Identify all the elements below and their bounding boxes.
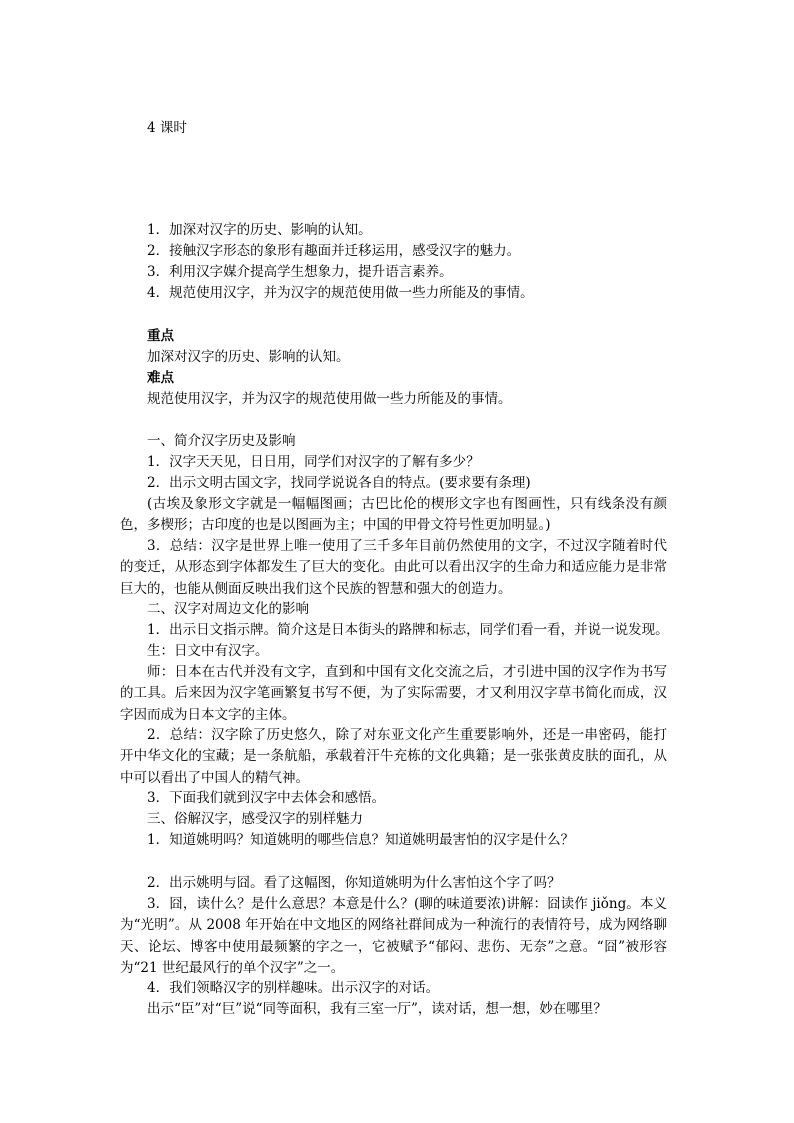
section-1-title: 一、简介汉字历史及影响 <box>147 433 296 449</box>
difficulty-text: 规范使用汉字，并为汉字的规范使用做一些力所能及的事情。 <box>147 391 512 407</box>
objective-1: 1．加深对汉字的历史、影响的认知。 <box>147 222 372 238</box>
key-point-text: 加深对汉字的历史、影响的认知。 <box>147 349 350 365</box>
section-2-teacher: 师：日本在古代并没有文字，直到和中国有文化交流之后，才引进中国的汉字作为书写的工具。后来因为汉字笔画繁复书写不便，为了实际需要，才又利用汉字草书简化而成，汉字因而成为日本文字的主体。 <box>120 664 667 723</box>
section-2-item-3: 3．下面我们就到汉字中去体会和感悟。 <box>147 790 386 806</box>
objective-4: 4．规范使用汉字，并为汉字的规范使用做一些力所能及的事情。 <box>147 285 534 301</box>
section-2-item-1: 1．出示日文指示牌。简介这是日本街头的路牌和标志，同学们看一看，并说一说发现。 <box>147 622 669 638</box>
section-2-summary: 2．总结：汉字除了历史悠久，除了对东亚文化产生重要影响外，还是一串密码，能打开中华文化的宝藏；是一条航船，承载着汗牛充栋的文化典籍；是一张张黄皮肤的面孔，从中可以看出了中国人的精气神。 <box>120 727 667 786</box>
objective-2: 2．接触汉字形态的象形有趣面并迁移运用，感受汉字的魅力。 <box>147 243 521 259</box>
objective-3: 3．利用汉字媒介提高学生想象力，提升语言素养。 <box>147 264 453 280</box>
section-1-note: (古埃及象形文字就是一幅幅图画；古巴比伦的楔形文字也有图画性，只有线条没有颜色，多楔形；古印度的也是以图画为主；中国的甲骨文符号性更加明显。) <box>120 496 667 534</box>
lesson-hours: 4 课时 <box>147 120 187 136</box>
section-3-item-1: 1．知道姚明吗？知道姚明的哪些信息？知道姚明最害怕的汉字是什么？ <box>147 832 575 848</box>
section-3-title: 三、俗解汉字，感受汉字的别样魅力 <box>147 811 363 827</box>
section-3-item-5: 出示“臣”对“巨”说“同等面积，我有三室一厅”，读对话，想一想，妙在哪里？ <box>147 1001 607 1017</box>
section-3-item-3: 3．囧，读什么？是什么意思？本意是什么？(聊的味道要浓)讲解：囧读作 jiǒng。本义为“光明”。从 2008 年开始在中文地区的网络社群间成为一种流行的表情符号，成为网络聊天、论坛、博客中使用最频繁的字之一，它被赋予“郁闷、悲伤、无奈”之意。“囧”被形容为“21 世纪最风行的单个汉字”之一。 <box>120 896 667 976</box>
section-2-student: 生：日文中有汉字。 <box>147 643 269 659</box>
section-1-item-2: 2．出示文明古国文字，找同学说说各自的特点。(要求要有条理) <box>147 475 531 491</box>
section-1-item-1: 1．汉字天天见，日日用，同学们对汉字的了解有多少？ <box>147 454 480 470</box>
section-3-item-4: 4．我们领略汉字的别样趣味。出示汉字的对话。 <box>147 980 440 996</box>
section-2-title: 二、汉字对周边文化的影响 <box>147 601 309 617</box>
key-point-label: 重点 <box>147 328 174 344</box>
section-1-summary: 3．总结：汉字是世界上唯一使用了三千多年目前仍然使用的文字，不过汉字随着时代的变迁，从形态到字体都发生了巨大的变化。由此可以看出汉字的生命力和适应能力是非常巨大的，也能从侧面反映出我们这个民族的智慧和强大的创造力。 <box>120 538 667 597</box>
difficulty-label: 难点 <box>147 370 174 386</box>
section-3-item-2: 2．出示姚明与囧。看了这幅图，你知道姚明为什么害怕这个字了吗？ <box>147 875 561 891</box>
